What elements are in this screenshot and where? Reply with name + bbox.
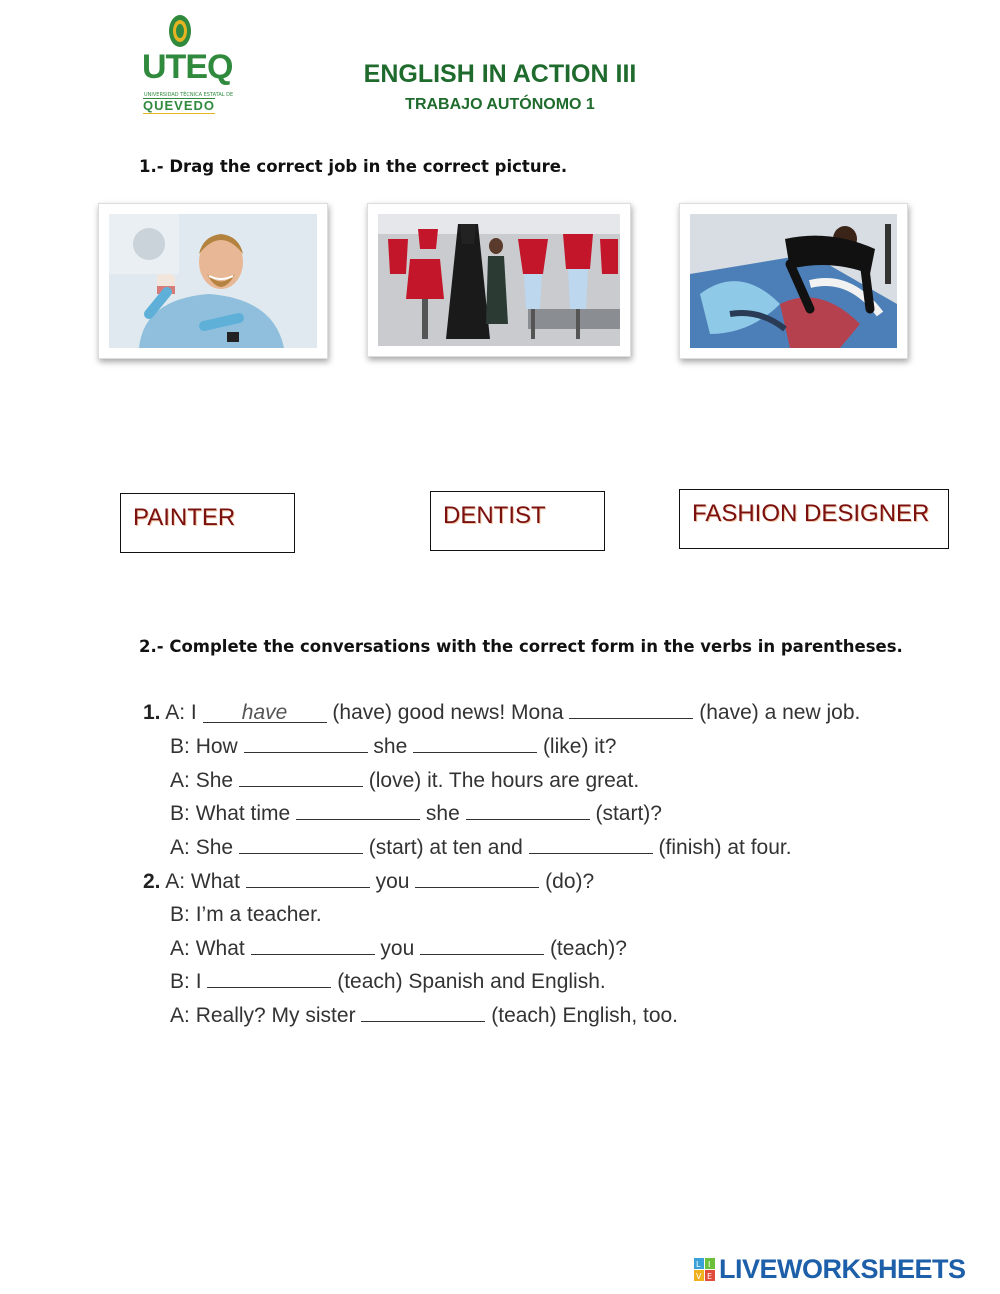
dentist-image [109,214,317,348]
icon-letter: I [708,1260,711,1269]
logo-brand: UTEQ [142,48,233,86]
conv2-line3 [170,935,627,963]
answer-blank[interactable] [239,835,363,854]
answer-blank[interactable] [569,700,693,719]
line-text: she [373,735,408,758]
fashion-designer-image [378,214,620,346]
page-subtitle: TRABAJO AUTÓNOMO 1 [405,96,595,113]
answer-blank[interactable] [415,869,539,888]
answer-blank[interactable] [244,734,368,753]
answer-blank[interactable] [246,869,370,888]
line-text: How [195,735,238,758]
line-text: What [190,870,240,893]
exercise2-instruction: 2.- Complete the conversations with the correct form in the verbs in parentheses. [139,637,903,656]
line-text: (do)? [545,870,595,893]
line-text: (like) it? [542,735,617,758]
job-card-painter[interactable] [120,493,295,553]
icon-letter: V [696,1272,702,1281]
liveworksheets-brand[interactable]: LIVEWORKSHEETS [719,1254,966,1284]
speaker: B: [170,970,190,993]
line-text: you [375,870,410,893]
conv-number: 1. [143,701,161,724]
line-text: She [195,769,234,792]
line-text: I [195,970,202,993]
job-card-fashion-designer[interactable] [679,489,949,549]
conv2-line4 [170,968,606,996]
drop-target-dentist-photo[interactable] [98,203,328,359]
job-label: DENTIST [443,502,546,529]
page-title: ENGLISH IN ACTION III [363,60,637,88]
exercise1-instruction: 1.- Drag the correct job in the correct picture. [139,157,568,176]
job-card-dentist[interactable] [430,491,605,551]
line-text: you [380,937,415,960]
line-text: (start) at ten and [368,836,523,859]
line-text: (start)? [595,802,662,825]
conv1-line3 [170,767,639,795]
line-text: What time [195,802,291,825]
icon-letter: E [707,1272,713,1281]
speaker: B: [170,802,190,825]
answer-blank[interactable] [466,801,590,820]
painter-image [690,214,897,348]
answer-blank[interactable] [413,734,537,753]
line-text: (have) a new job. [699,701,861,724]
conv2-line1 [143,868,594,896]
speaker: A: [170,1004,190,1027]
icon-letter: L [696,1260,701,1269]
conv2-line2 [170,901,322,929]
line-text: Really? My sister [195,1004,356,1027]
drop-target-fashion-photo[interactable] [367,203,631,357]
speaker: B: [170,903,190,926]
liveworksheets-icon [694,1258,716,1282]
uteq-emblem-icon [168,14,192,50]
conv-number: 2. [143,870,161,893]
speaker: A: [165,870,186,893]
line-text: I’m a teacher. [195,903,322,926]
answer-blank[interactable] [361,1003,485,1022]
conv1-line2 [170,733,616,761]
line-text: (teach) English, too. [491,1004,679,1027]
job-label: PAINTER [133,504,236,531]
line-text: (teach)? [549,937,627,960]
line-text: she [425,802,460,825]
conv1-line4 [170,800,662,828]
conv1-line5 [170,834,792,862]
job-label: FASHION DESIGNER [692,500,930,527]
answer-blank[interactable]: have [203,704,327,723]
speaker: A: [170,769,190,792]
speaker: A: [170,836,190,859]
drop-target-painter-photo[interactable] [679,203,908,359]
logo-place: QUEVEDO [143,98,216,113]
line-text: What [195,937,245,960]
line-text: (teach) Spanish and English. [337,970,606,993]
speaker: A: [165,701,186,724]
conv2-line5 [170,1002,678,1030]
conv1-line1 [143,699,860,727]
line-text: I [190,701,197,724]
speaker: B: [170,735,190,758]
line-text: She [195,836,234,859]
answer-blank[interactable] [251,936,375,955]
answer-blank[interactable] [420,936,544,955]
line-text: (have) good news! Mona [332,701,564,724]
logo-tagline: UNIVERSIDAD TÉCNICA ESTATAL DE [144,92,234,98]
speaker: A: [170,937,190,960]
answer-blank[interactable] [207,969,331,988]
line-text: (love) it. The hours are great. [368,769,640,792]
answer-blank[interactable] [296,801,420,820]
answer-blank[interactable] [529,835,653,854]
answer-blank[interactable] [239,768,363,787]
line-text: (finish) at four. [658,836,792,859]
